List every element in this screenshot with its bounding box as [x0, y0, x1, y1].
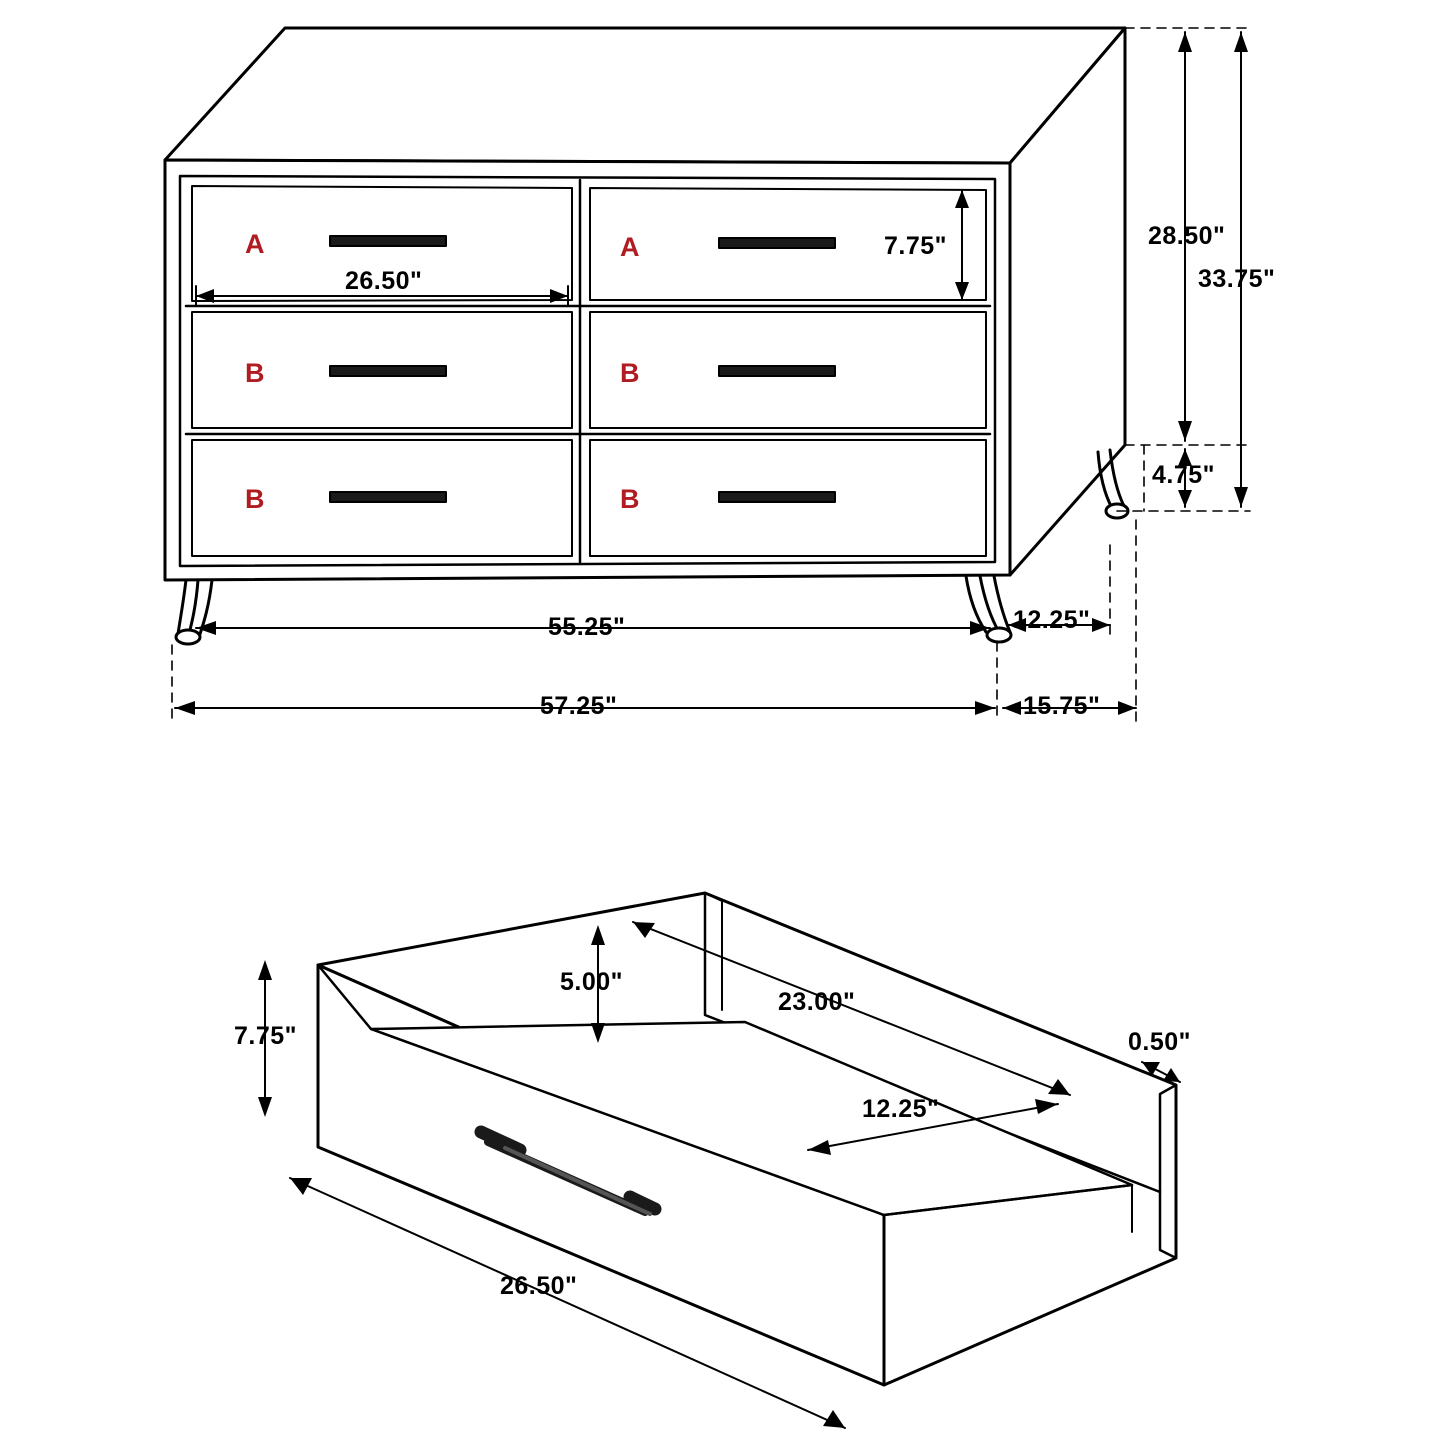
dimension-cabinet-width: 55.25"	[548, 613, 626, 641]
drawer-label-a-left: A	[245, 229, 265, 259]
dimension-leg-height: 4.75"	[1152, 461, 1216, 489]
drawer-label-b-bot-left: B	[245, 484, 265, 514]
dimension-interior-height: 5.00"	[560, 968, 624, 996]
dimension-overall-height: 33.75"	[1198, 265, 1276, 293]
dimension-front-width: 26.50"	[500, 1272, 578, 1300]
dimension-overall-depth: 15.75"	[1023, 692, 1101, 720]
drawer-label-b-bot-right: B	[620, 484, 640, 514]
dimension-front-height: 7.75"	[234, 1022, 298, 1050]
dimension-panel-thickness: 0.50"	[1128, 1028, 1192, 1056]
dimension-interior-width: 23.00"	[778, 988, 856, 1016]
drawer-label-a-right: A	[620, 232, 640, 262]
drawer-label-b-mid-left: B	[245, 358, 265, 388]
dimension-interior-depth: 12.25"	[862, 1095, 940, 1123]
dimension-overall-width: 57.25"	[540, 692, 618, 720]
dimension-cabinet-height: 28.50"	[1148, 222, 1226, 250]
dimension-cabinet-depth: 12.25"	[1013, 606, 1091, 634]
dimension-drawer-width: 26.50"	[345, 267, 423, 295]
drawer-label-b-mid-right: B	[620, 358, 640, 388]
dimension-drawer-front-height: 7.75"	[884, 232, 948, 260]
